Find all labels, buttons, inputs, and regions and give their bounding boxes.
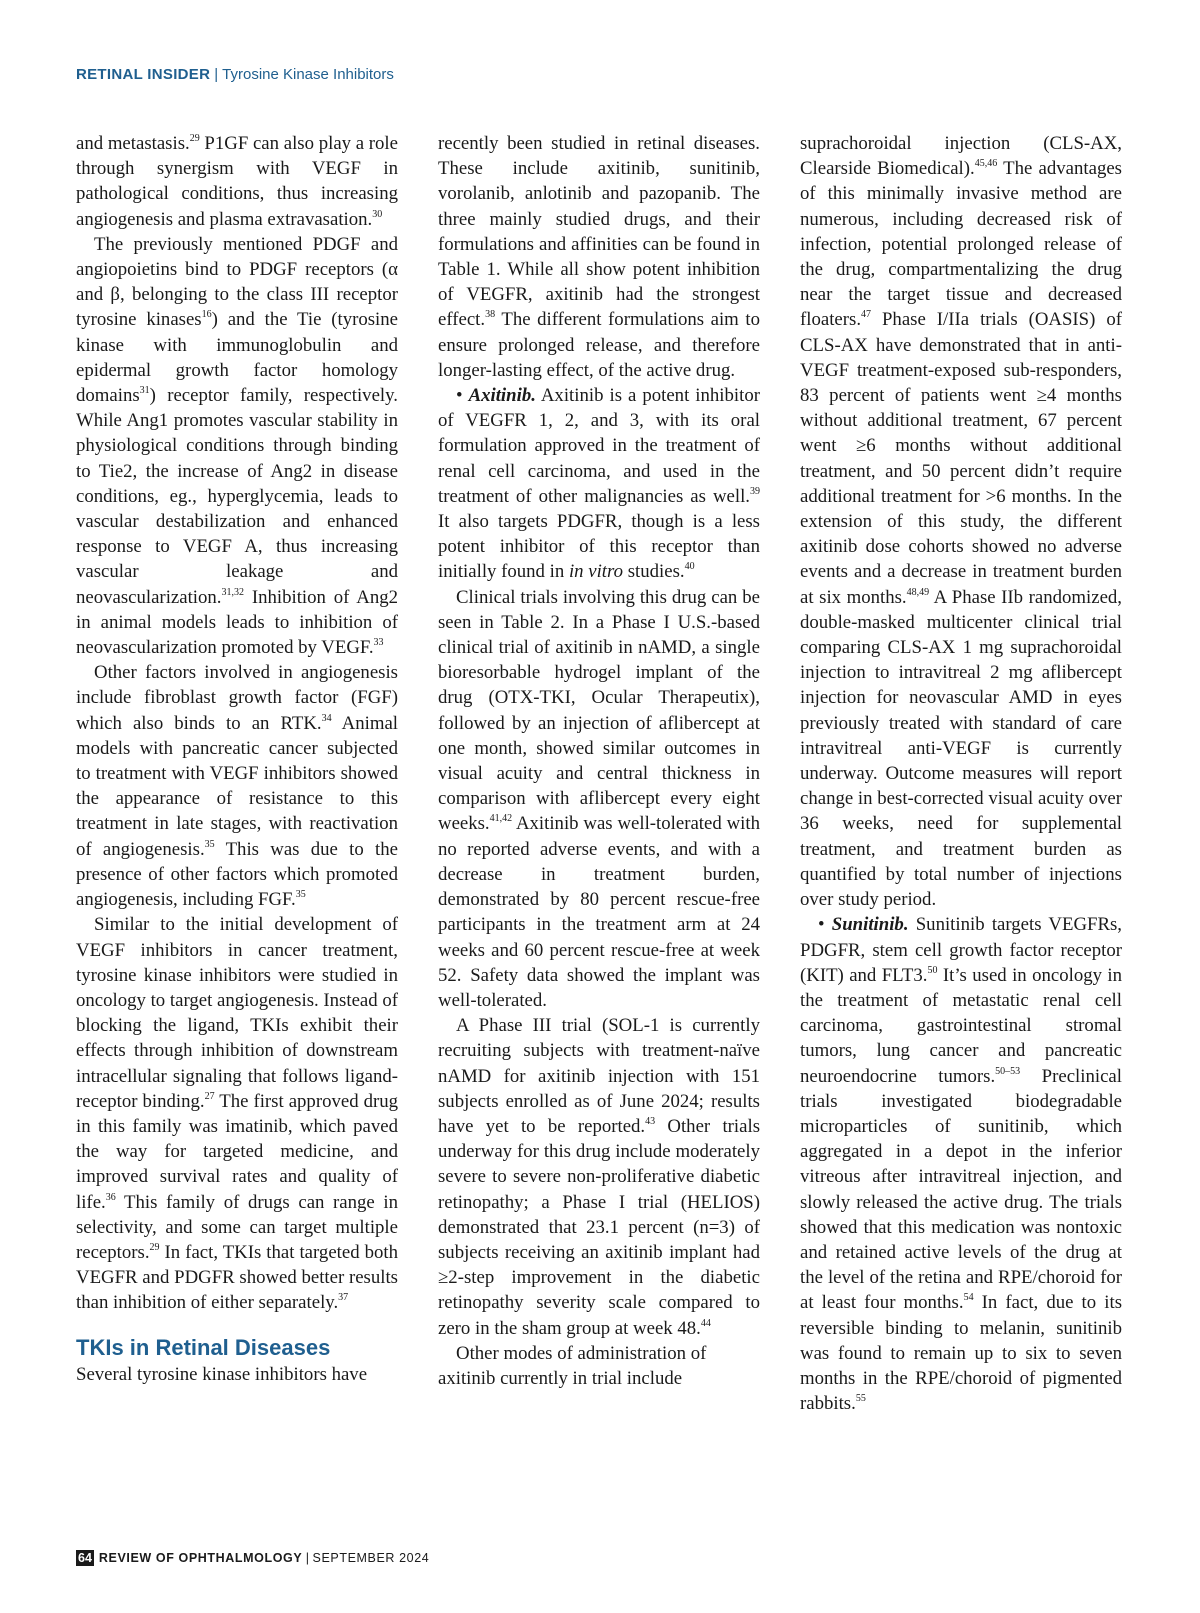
paragraph: A Phase III trial (SOL-1 is currently recruiting subjects with treatment-naïve nAMD for axitinib injection with 151 subjects enrolled as of June 2024; results have yet to be reported.$^{43}$ Other trials underway for this drug include moderately severe to severe non-proliferative diabetic retinopathy; a Phase I trial (HELIOS) demonstrated that 23.1 percent (n=3) of subjects receiving an axitinib implant had ≥2-step improvement in the diabetic retinopathy severity scale compared to zero in the sham group at week 48.44 xyxy=(438,1015,760,1339)
paragraph: The previously mentioned PDGF and angiopoietins bind to PDGF receptors (α and β, belonging to the class III receptor tyrosine kinases$^{16}$) and the Tie (tyrosine kinase with immunoglobulin and epidermal growth factor homology domains$^{31}$) receptor family, respectively. While Ang1 promotes vascular stability in physiological conditions through binding to Tie2, the increase of Ang2 in disease conditions, eg., hyperglycemia, leads to vascular destabilization and enhanced response to VEGF A, thus increasing vascular leakage and neovascularization.$^{31,32}$ Inhibition of Ang2 in animal models leads to inhibition of neovascularization promoted by VEGF.$^{33}$ xyxy=(76,233,398,659)
section-name: RETINAL INSIDER xyxy=(76,66,211,83)
paragraph: Similar to the initial development of VEGF inhibitors in cancer treatment, tyrosine kinase inhibitors were studied in oncology to target angiogenesis. Instead of blocking the ligand, TKIs exhibit their effects through inhibition of downstream intracellular signaling that follows ligand-receptor binding.$^{27}$ The first approved drug in this family was imatinib, which paved the way for targeted medicine, and improved survival rates and quality of life.$^{36}$ This family of drugs can range in selectivity, and some can target multiple receptors.$^{29}$ In fact, TKIs that targeted both VEGFR and PDGFR showed better results than inhibition of either separately.$^{37}$ xyxy=(76,914,399,1314)
drug-name-axitinib: Axitinib. xyxy=(468,385,536,407)
paragraph: Several tyrosine kinase inhibitors have xyxy=(76,1363,368,1385)
column-1 xyxy=(76,131,398,1387)
paragraph: • Axitinib. Axitinib is a potent inhibitor of VEGFR 1, 2, and 3, with its oral formulation approved in the treatment of renal cell carcinoma, and used in the treatment of other malignancies as well.$^{39}$ It also targets PDGFR, though is a less potent inhibitor of this receptor than initially found in in vitro studies.$^{40}$ xyxy=(438,385,760,583)
running-header xyxy=(76,66,394,84)
column-3 xyxy=(800,131,1122,1416)
subheading: TKIs in Retinal Diseases xyxy=(76,1334,331,1360)
paragraph: • Sunitinib. Sunitinib targets VEGFRs, PDGFR, stem cell growth factor receptor (KIT) and FLT3.50 It’s used in oncology in the treatment of metastatic renal cell carcinoma, gastrointestinal stromal tumors, lung cancer and pancreatic neuroendocrine tumors.$^{50-53}$ Preclinical trials investigated biodegradable microparticles of sunitinib, which aggregated in a depot in the inferior vitreous after intravitreal injection, and slowly released the active drug. The trials showed that this medication was nontoxic and retained active levels of the drug at the level of the retina and RPE/choroid for at least four months.$^{54}$ In fact, due to its reversible binding to melanin, sunitinib was found to remain up to six to seven months in the RPE/choroid of pigmented rabbits.$^{55}$ xyxy=(800,914,1122,1415)
column-2 xyxy=(438,131,760,1391)
paragraph: recently been studied in retinal diseases. These include axitinib, sunitinib, vorolanib, anlotinib and pazopanib. The three mainly studied drugs, and their formulations and affinities can be found in Table 1. While all show potent inhibition of VEGFR, axitinib had the strongest effect.$^{38}$ The different formulations aim to ensure prolonged release, and therefore longer-lasting effect, of the active drug. xyxy=(438,133,760,381)
page-number: 64 xyxy=(78,1551,92,1565)
paragraph: and metastasis.$^{29}$ P1GF can also play a role through synergism with VEGF in pathological conditions, thus increasing angiogenesis and plasma extravasation.$^{30}$ xyxy=(76,133,398,230)
paragraph: Other factors involved in angiogenesis include fibroblast growth factor (FGF) which also binds to an RTK.$^{34}$ Animal models with pancreatic cancer subjected to treatment with VEGF inhibitors showed the appearance of resistance to this treatment in late stages, with reactivation of angiogenesis.$^{35}$ This was due to the presence of other factors which promoted angiogenesis, including FGF.$^{35}$ xyxy=(76,662,399,911)
page-footer xyxy=(76,1550,429,1566)
paragraph: Other modes of administration of axitinib currently in trial include xyxy=(438,1342,707,1389)
drug-name-sunitinib: Sunitinib. xyxy=(831,914,909,936)
footer-separator: | xyxy=(305,1551,310,1565)
paragraph: suprachoroidal injection (CLS-AX, Clearside Biomedical).$^{45,46}$ The advantages of this minimally invasive method are numerous, including decreased risk of infection, potential prolonged release of the drug, compartmentalizing the drug near the target tissue and decreased floaters.$^{47}$ Phase I/IIa trials (OASIS) of CLS-AX have demonstrated that in anti-VEGF treatment-exposed sub-responders, 83 percent of patients went ≥4 months without additional treatment, 67 percent went ≥6 months without additional treatment, and 50 percent didn’t require additional treatment for >6 months. In the extension of this study, the different axitinib dose cohorts showed no adverse events and a decrease in treatment burden at six months.$^{48,49}$ A Phase IIb randomized, double-masked multicenter clinical trial comparing CLS-AX 1 mg suprachoroidal injection to intravitreal 2 mg aflibercept injection for neovascular AMD in eyes previously treated with standard of care intravitreal anti-VEGF is currently underway. Outcome measures will report change in best-corrected visual acuity over 36 weeks, need for supplemental treatment, and treatment burden as quantified by total number of injections over study period. xyxy=(800,133,1122,911)
header-separator: | xyxy=(214,66,219,83)
magazine-name: REVIEW OF OPHTHALMOLOGY xyxy=(98,1551,303,1565)
issue-date: SEPTEMBER 2024 xyxy=(312,1551,430,1565)
paragraph: Clinical trials involving this drug can be seen in Table 2. In a Phase I U.S.-based clinical trial of axitinib in nAMD, a single bioresorbable hydrogel implant of the drug (OTX-TKI, Ocular Therapeutix), followed by an injection of aflibercept at one month, showed similar outcomes in visual acuity and central thickness in comparison with aflibercept every eight weeks.$^{41,42}$ Axitinib was well-tolerated with no reported adverse events, and with a decrease in treatment burden, demonstrated by 80 percent rescue-free participants in the treatment arm at 24 weeks and 60 percent rescue-free at week 52. Safety data showed the implant was well-tolerated. xyxy=(438,586,760,1011)
section-topic: Tyrosine Kinase Inhibitors xyxy=(222,66,394,83)
